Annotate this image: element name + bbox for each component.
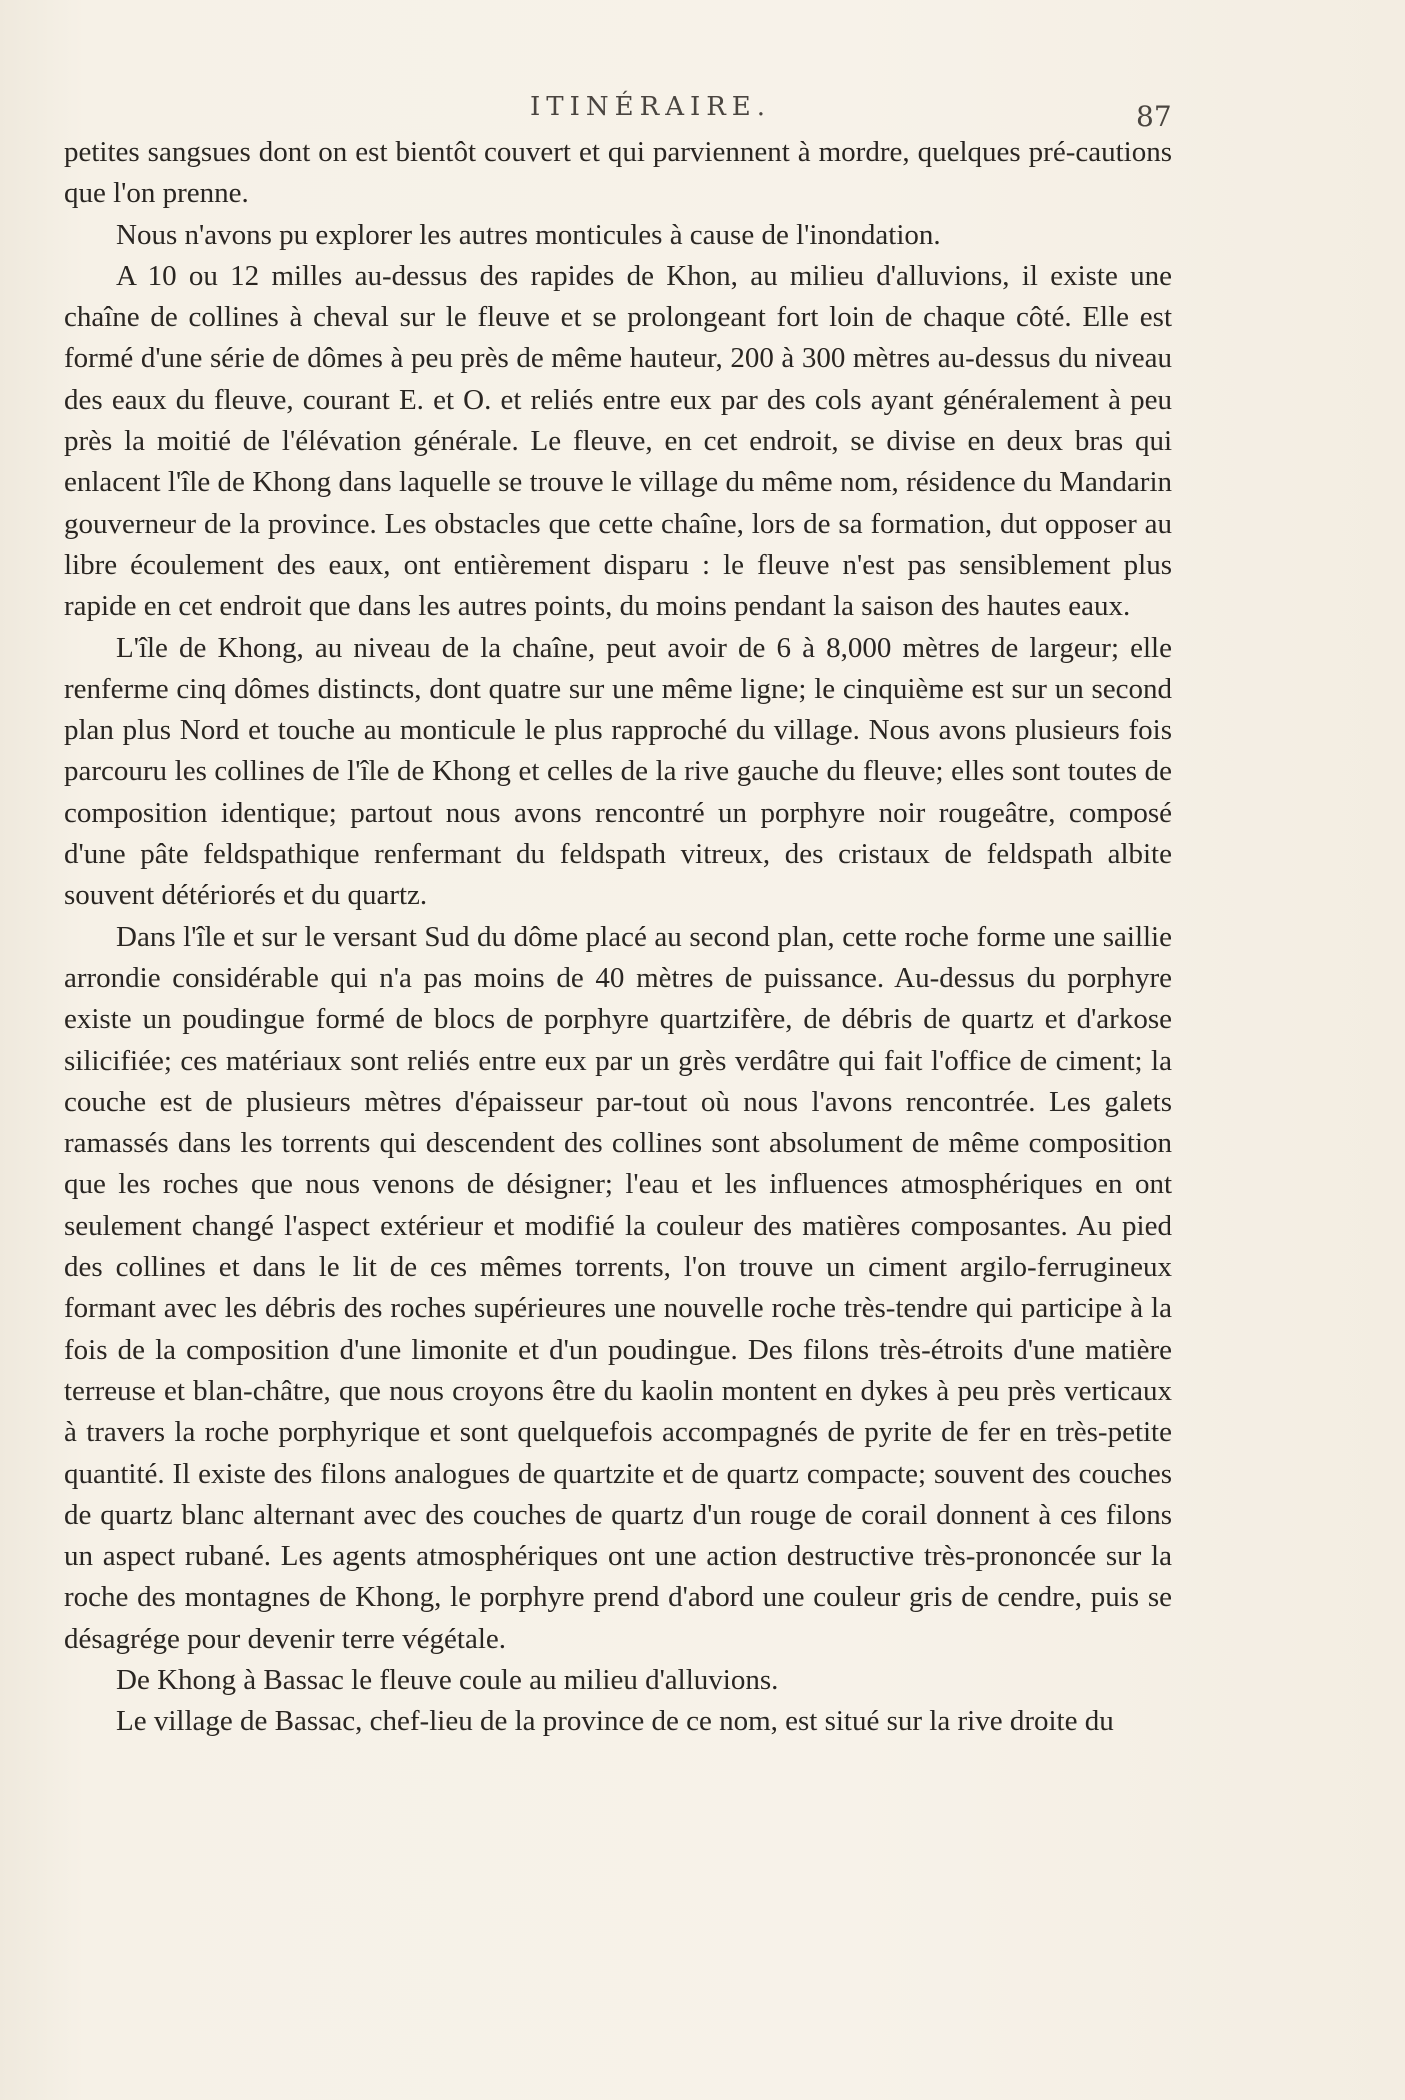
paragraph: L'île de Khong, au niveau de la chaîne, peut avoir de 6 à 8,000 mètres de largeur; elle renferme cinq dômes distincts, dont quatre sur une même ligne; le cinquième est sur un second plan plus Nord et touche au monticule le plus rapproché du village. Nous avons plusieurs fois parcouru les collines de l'île de Khong et celles de la rive gauche du fleuve; elles sont toutes de composition identique; partout nous avons rencontré un porphyre noir rougeâtre, composé d'une pâte feldspathique renfermant du feldspath vitreux, des cristaux de feldspath albite souvent détériorés et du quartz. [64, 631, 1172, 912]
page-number: 87 [1136, 100, 1172, 133]
paragraph: De Khong à Bassac le fleuve coule au milieu d'alluvions. [116, 1663, 779, 1696]
page-header [0, 92, 1405, 132]
paragraph: Le village de Bassac, chef-lieu de la province de ce nom, est situé sur la rive droite du [116, 1705, 1114, 1738]
body-text [64, 132, 1172, 1743]
paragraph: A 10 ou 12 milles au-dessus des rapides de Khon, au milieu d'alluvions, il existe une chaîne de collines à cheval sur le fleuve et se prolongeant fort loin de chaque côté. Elle est formé d'une série de dômes à peu près de même hauteur, 200 à 300 mètres au-dessus du niveau des eaux du fleuve, courant E. et O. et reliés entre eux par des cols ayant généralement à peu près la moitié de l'élévation générale. Le fleuve, en cet endroit, se divise en deux bras qui enlacent l'île de Khong dans laquelle se trouve le village du même nom, résidence du Mandarin gouverneur de la province. Les obstacles que cette chaîne, lors de sa formation, dut opposer au libre écoulement des eaux, ont entièrement disparu : le fleuve n'est pas sensiblement plus rapide en cet endroit que dans les autres points, du moins pendant la saison des hautes eaux. [64, 259, 1172, 623]
running-title: ITINÉRAIRE. [530, 92, 772, 122]
paragraph: Dans l'île et sur le versant Sud du dôme placé au second plan, cette roche forme une saillie arrondie considérable qui n'a pas moins de 40 mètres de puissance. Au-dessus du porphyre existe un poudingue formé de blocs de porphyre quartzifère, de débris de quartz et d'arkose silicifiée; ces matériaux sont reliés entre eux par un grès verdâtre qui fait l'office de ciment; la couche est de plusieurs mètres d'épaisseur par-tout où nous l'avons rencontrée. Les galets ramassés dans les torrents qui descendent des collines sont absolument de même composition que les roches que nous venons de désigner; l'eau et les influences atmosphériques en ont seulement changé l'aspect extérieur et modifié la couleur des matières composantes. Au pied des collines et dans le lit de ces mêmes torrents, l'on trouve un ciment argilo-ferrugineux formant avec les débris des roches supérieures une nouvelle roche très-tendre qui participe à la fois de la composition d'une limonite et d'un poudingue. Des filons très-étroits d'une matière terreuse et blan-châtre, que nous croyons être du kaolin montent en dykes à peu près verticaux à travers la roche porphyrique et sont quelquefois accompagnés de pyrite de fer en très-petite quantité. Il existe des filons analogues de quartzite et de quartz compacte; souvent des couches de quartz blanc alternant avec des couches de quartz d'un rouge de corail donnent à ces filons un aspect rubané. Les agents atmosphériques ont une action destructive très-prononcée sur la roche des montagnes de Khong, le porphyre prend d'abord une couleur gris de cendre, puis se désagrége pour devenir terre végétale. [64, 920, 1172, 1655]
paragraph-continuation: petites sangsues dont on est bientôt couvert et qui parviennent à mordre, quelques pré-cautions que l'on prenne. [64, 136, 1172, 210]
paragraph: Nous n'avons pu explorer les autres monticules à cause de l'inondation. [116, 218, 941, 251]
